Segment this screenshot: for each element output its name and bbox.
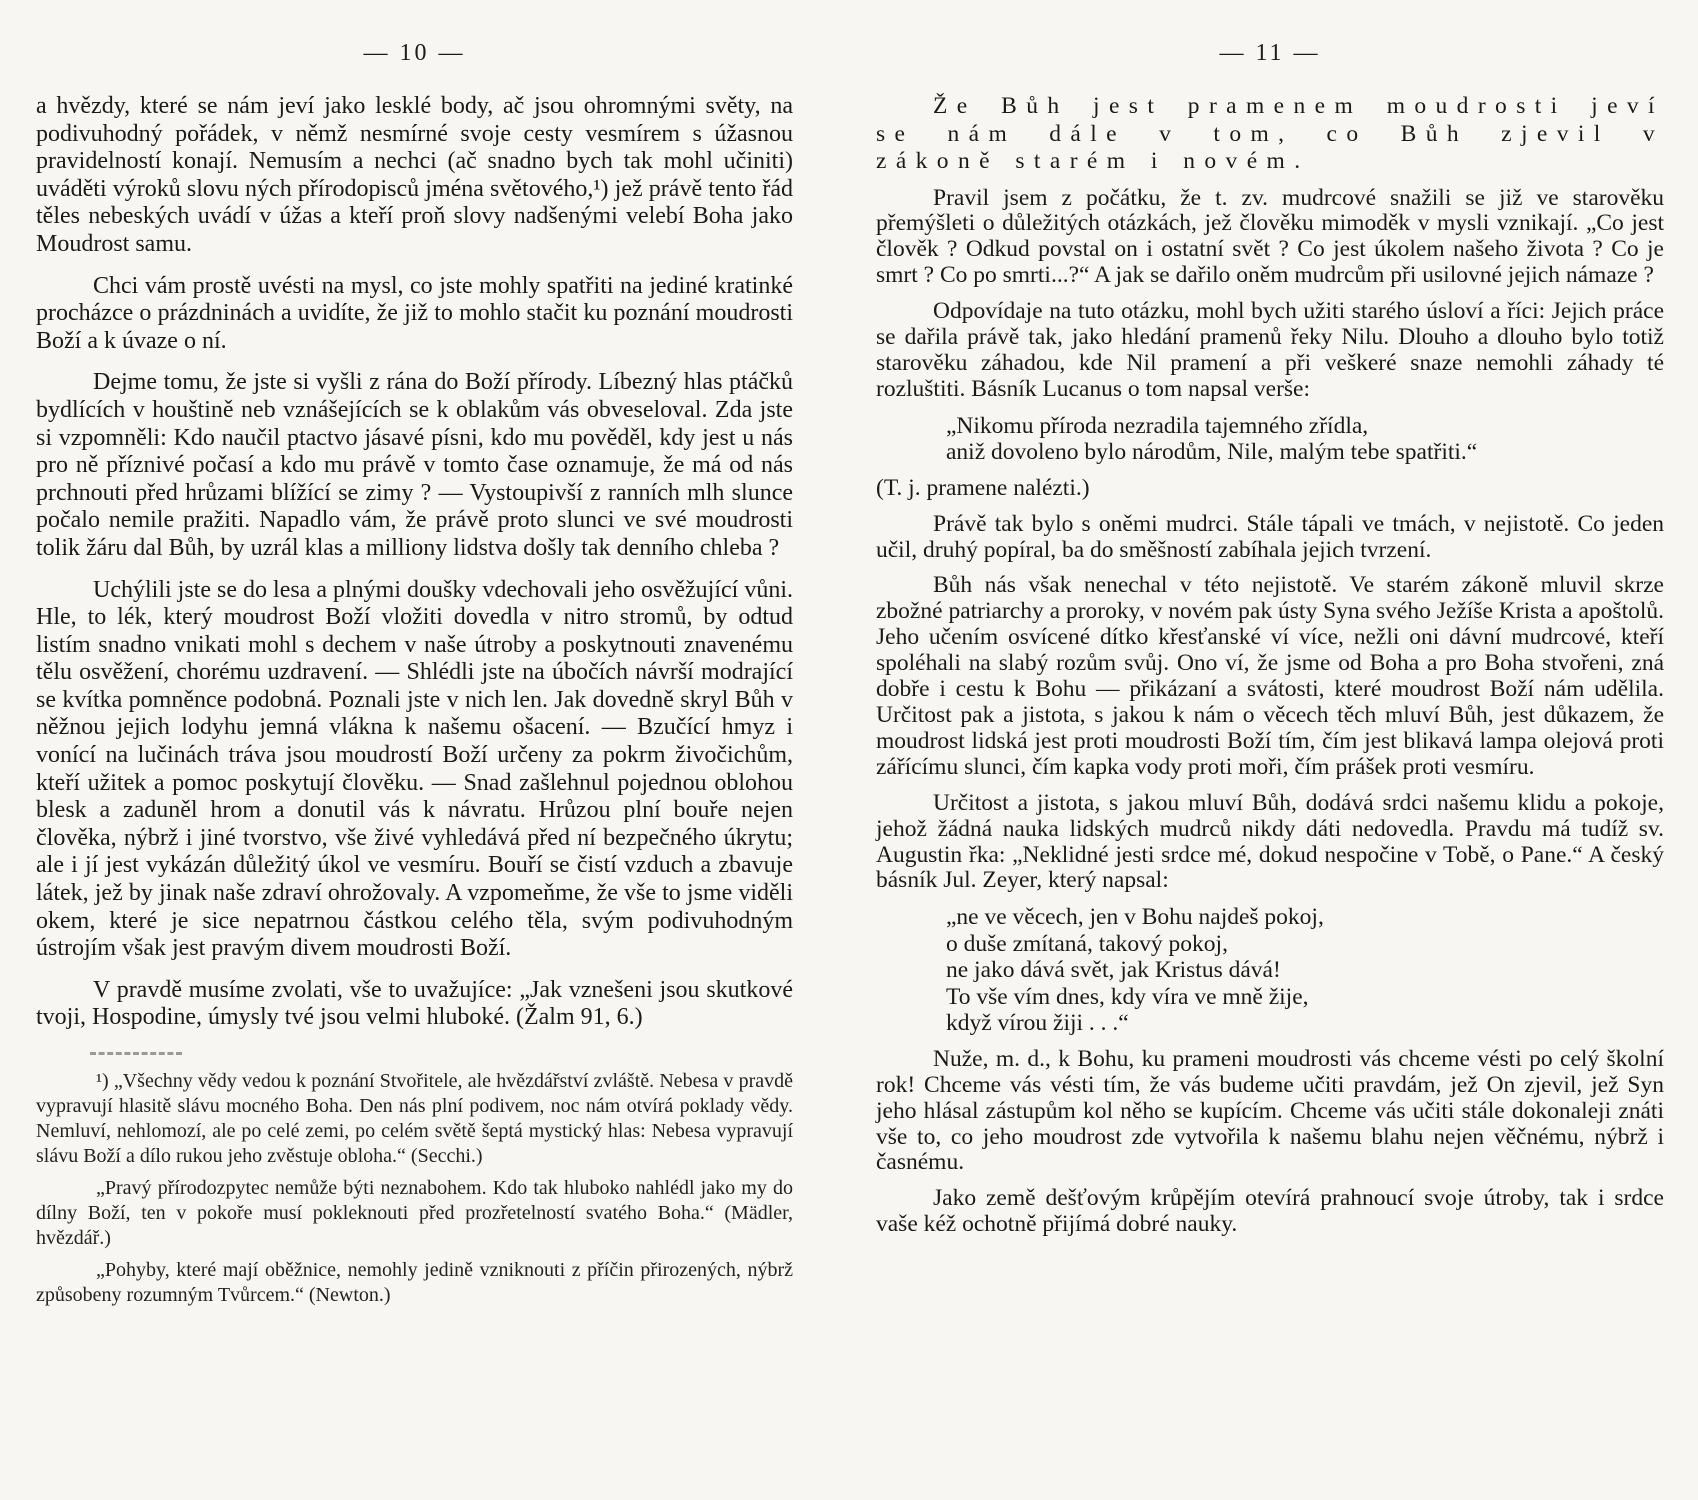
verse-line: „ne ve věcech, jen v Bohu najdeš pokoj,: [946, 904, 1324, 931]
verse-line: To vše vím dnes, kdy víra ve mně žije,: [946, 983, 1309, 1010]
footnote: ¹) „Všechny vědy vedou k poznání Stvořitele, ale hvězdářství zvláště. Nebesa v pravdě vypravují hlasitě slávu mocného Boha. Den nás plní podivem, noc nám otvírá poklady vědy. Nemluví, nehlomozí, ale po celé zemi, po celém světě šeptá mystický hlas: Nebesa vypravují slávu Boží a dílo rukou jeho zvěstuje obloha.“ (Secchi.): [36, 1070, 793, 1167]
verse-line: aniž dovoleno bylo národům, Nile, malým tebe spatřiti.“: [946, 439, 1478, 466]
paragraph: Právě tak bylo s oněmi mudrci. Stále tápali ve tmách, v nejistotě. Co jeden učil, druhý popíral, ba do směšností zabíhala jejich tvrzení.: [876, 510, 1664, 563]
footnotes: [36, 1069, 793, 1308]
paragraph: Chci vám prostě uvésti na mysl, co jste mohly spatřiti na jediné kratinké procházce o prázdninách a uvidíte, že již to mohlo stačit ku poznání moudrosti Boží a k úvaze o ní.: [36, 272, 793, 354]
paragraph-note: (T. j. pramene nalézti.): [876, 474, 1090, 501]
footnote-separator: [90, 1052, 182, 1055]
verse-line: „Nikomu příroda nezradila tajemného zřídla,: [946, 412, 1369, 439]
paragraph: Jako země dešťovým krůpějím otevírá prahnoucí svoje útroby, tak i srdce vaše kéž ochotně přijímá dobré nauky.: [876, 1185, 1664, 1238]
verse-line: když vírou žiji . . .“: [946, 1010, 1129, 1037]
right-page: [876, 0, 1664, 1238]
paragraph: Pravil jsem z počátku, že t. zv. mudrcové snažili se již ve starověku přemýšleti o důležitých otázkách, jež člověku mimoděk v mysli vznikají. „Co jest člověk ? Odkud povstal on i ostatní svět ? Co jest úkolem našeho života ? Co je smrt ? Co po smrti...?“ A jak se dařilo oněm mudrcům při usilovné jejich námaze ?: [876, 184, 1664, 289]
page-number-right: — 11 —: [1219, 40, 1321, 66]
verse-quote: [946, 904, 1664, 1037]
verse-quote: [946, 413, 1664, 466]
paragraph: Dejme tomu, že jste si vyšli z rána do Boží přírody. Líbezný hlas ptáčků bydlících v houštině neb vznášejících se k oblakům vás obveseloval. Zda jste si vzpomněli: Kdo naučil ptactvo jásavé písni, kdo mu pověděl, kdy jest u nás pro ně příznivé počasí a kdo mu právě v tomto čase oznamuje, že má od nás prchnouti před hrůzami blížící se zimy ? — Vystoupivší z ranních mlh slunce počalo nemile pražiti. Napadlo vám, že právě proto slunci ve své moudrosti tolik žáru dal Bůh, by uzrál klas a milliony lidstva došly tak denního chleba ?: [36, 369, 793, 561]
paragraph: a hvězdy, které se nám jeví jako lesklé body, ač jsou ohromnými světy, na podivuhodný pořádek, v němž nesmírné svoje cesty vesmírem s úžasnou pravidelností konají. Nemusím a nechci (ač snadno bych tak mohl učiniti) uváděti výroků slovu ných přírodopisců jména světového,¹) jež právě tento řád těles nebeských uvádí v úžas a kteří proň slovy nadšenými velebí Boha jako Moudrost samu.: [36, 93, 793, 257]
paragraph-emphasized: Že Bůh jest pramenem moudrosti jeví se nám dále v tom, co Bůh zjevil v zákoně starém i novém.: [876, 93, 1664, 174]
verse-line: o duše zmítaná, takový pokoj,: [946, 930, 1228, 957]
paragraph: V pravdě musíme zvolati, vše to uvažujíce: „Jak vznešeni jsou skutkové tvoji, Hospodine, úmysly tvé jsou velmi hluboké. (Žalm 91, 6.): [36, 976, 793, 1031]
paragraph: Bůh nás však nenechal v této nejistotě. Ve starém zákoně mluvil skrze zbožné patriarchy a proroky, v novém pak ústy Syna svého Ježíše Krista a apoštolů. Jeho učením osvícené dítko křesťanské ví více, nežli oni dávní mudrcové, kteří spoléhali na slabý rozům svůj. Ono ví, že jsme od Boha a pro Boha stvořeni, zná dobře i cestu k Bohu — přikázaní a svátosti, které moudrost Boží nám udělila. Určitost pak a jistota, s jakou k nám o věcech těch mluví Bůh, jest důkazem, že moudrost lidská jest proti moudrosti Boží tím, čím jest blikavá lampa olejová proti zářícímu slunci, čím kapka vody proti moři, čím prášek proti vesmíru.: [876, 572, 1664, 780]
verse-line: ne jako dává svět, jak Kristus dává!: [946, 957, 1281, 984]
left-page: [36, 0, 793, 1308]
footnote: „Pohyby, které mají oběžnice, nemohly jedině vzniknouti z příčin přirozených, nýbrž způsobeny rozumným Tvůrcem.“ (Newton.): [36, 1259, 793, 1306]
footnote: „Pravý přírodozpytec nemůže býti neznabohem. Kdo tak hluboko nahlédl jako my do dílny Boží, ten v pokoře musí pokleknouti před prozřetelností svatého Boha.“ (Mädler, hvězdář.): [36, 1177, 793, 1249]
paragraph: Odpovídaje na tuto otázku, mohl bych užiti starého úsloví a říci: Jejich práce se dařila právě tak, jako hledání pramenů řeky Nilu. Dlouho a dlouho bylo totiž starověku záhadou, kde Nil pramení a při veškeré snaze nemohli záhady té rozluštiti. Básník Lucanus o tom napsal verše:: [876, 298, 1664, 402]
paragraph: Nuže, m. d., k Bohu, ku prameni moudrosti vás chceme vésti po celý školní rok! Chceme vás vésti tím, že vás budeme učiti pravdám, jež On zjevil, jež Syn jeho hlásal zástupům kol něho se kupícím. Chceme vás učiti stále dokonaleji znáti vše to, co jeho moudrost zde vytvořila k našemu blahu nejen věčnému, nýbrž i časnému.: [876, 1045, 1664, 1176]
paragraph: Určitost a jistota, s jakou mluví Bůh, dodává srdci našemu klidu a pokoje, jehož žádná nauka lidských mudrců nikdy dáti nedovedla. Pravdu má tudíž sv. Augustin řka: „Neklidné jesti srdce mé, dokud nespočine v Tobě, o Pane.“ A český básník Jul. Zeyer, který napsal:: [876, 789, 1664, 894]
page-number-left: — 10 —: [363, 40, 466, 66]
paragraph: Uchýlili jste se do lesa a plnými doušky vdechovali jeho osvěžující vůni. Hle, to lék, který moudrost Boží vložiti dovedla v nitro stromů, by odtud listím snadno vnikati mohl s dechem v naše útroby a poskytnouti znavenému tělu osvěžení, chorému uzdravení. — Shlédli jste na úbočích návrší modrající se kvítka pomněnce podobná. Poznali jste v nich len. Jak dovedně skryl Bůh v něžnou jejich lodyhu jemná vlákna k našemu ošacení. — Bzučící hmyz i vonící na lučinách tráva jsou moudrostí Boží určeny za pokrm živočichům, kteří užitek a pomoc poskytují člověku. — Snad zašlehnul pojednou oblohou blesk a zaduněl hrom a donutil vás k návratu. Hrůzou plní bouře nejen člověka, nýbrž i jiné tvorstvo, vše živé vyhledává před ní bezpečného úkrytu; ale i jí jest vykázán důležitý úkol ve vesmíru. Bouří se čistí vzduch a zbavuje látek, jež by jinak naše zdraví ohrožovaly. A vzpomeňme, že vše to jsme viděli okem, které je sice nepatrnou částkou celého těla, svým podivuhodným ústrojím však jest pravým divem moudrosti Boží.: [36, 576, 793, 962]
